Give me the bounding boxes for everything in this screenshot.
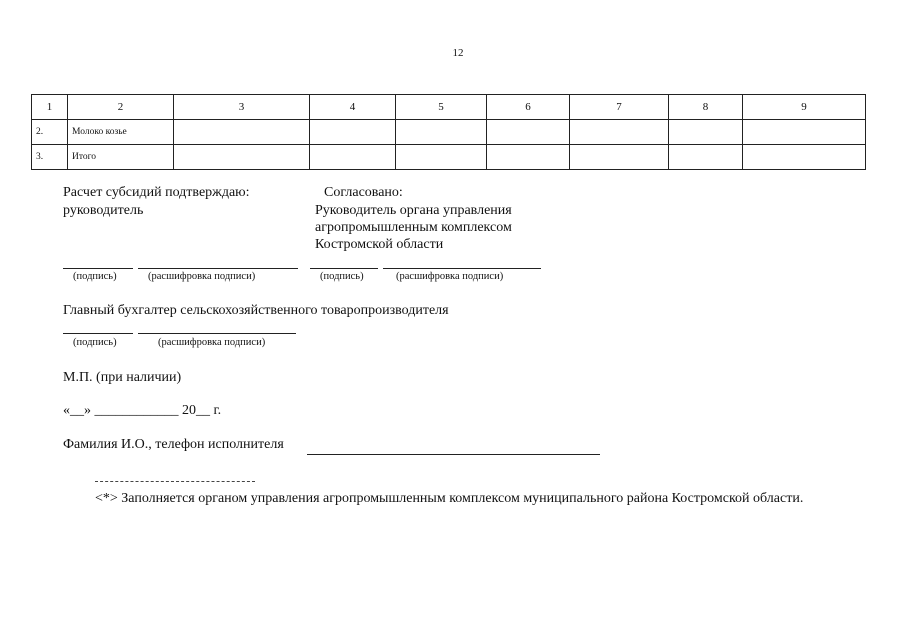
table-cell: 2. [32,120,68,145]
table-header-cell: 8 [669,95,743,120]
table-cell [570,145,669,170]
decoding-caption: (расшифровка подписи) [158,337,266,348]
table-header-cell: 4 [310,95,396,120]
confirm-role: руководитель [63,203,144,218]
table-cell [396,145,487,170]
signature-line [63,268,133,269]
date-line: «__» ____________ 20__ г. [63,403,222,418]
signature-caption: (подпись) [73,337,117,348]
signature-line [63,333,133,334]
table-cell [570,120,669,145]
agreed-role-line: Руководитель органа управления [315,203,512,218]
table-cell [396,120,487,145]
table-cell: Итого [68,145,174,170]
table-cell [487,145,570,170]
table-header-row [32,95,866,120]
table-cell [743,120,866,145]
decoding-line [138,268,298,269]
table-cell: Молоко козье [68,120,174,145]
accountant-title: Главный бухгалтер сельскохозяйственного товаропроизводителя [63,303,449,318]
agreed-role-line: агропромышленным комплексом [315,220,512,235]
confirm-title: Расчет субсидий подтверждаю: [63,185,250,200]
table-cell [310,145,396,170]
table-header-cell: 5 [396,95,487,120]
agreed-title: Согласовано: [324,185,403,200]
table-header-cell: 7 [570,95,669,120]
table-row [32,120,866,145]
table-header-cell: 1 [32,95,68,120]
executor-label: Фамилия И.О., телефон исполнителя [63,437,284,452]
seal-text: М.П. (при наличии) [63,370,182,385]
table-cell [669,145,743,170]
table-header-cell: 2 [68,95,174,120]
decoding-line [138,333,296,334]
table-cell [174,145,310,170]
footnote: <*> Заполняется органом управления агропромышленным комплексом муниципального района Костромской области. [95,491,804,506]
footnote-separator [95,481,255,482]
table-row [32,145,866,170]
table-cell [743,145,866,170]
decoding-caption: (расшифровка подписи) [148,271,256,282]
signature-line [310,268,378,269]
table-cell [310,120,396,145]
agreed-role-line: Костромской области [315,237,444,252]
table-cell [669,120,743,145]
table-cell [487,120,570,145]
decoding-caption: (расшифровка подписи) [396,271,504,282]
executor-line [307,454,600,455]
table-header-cell: 6 [487,95,570,120]
decoding-line [383,268,541,269]
table-cell [174,120,310,145]
signature-caption: (подпись) [320,271,364,282]
table-cell: 3. [32,145,68,170]
page-number: 12 [452,47,464,59]
signature-caption: (подпись) [73,271,117,282]
table-header-cell: 9 [743,95,866,120]
data-table [31,94,866,170]
table-header-cell: 3 [174,95,310,120]
